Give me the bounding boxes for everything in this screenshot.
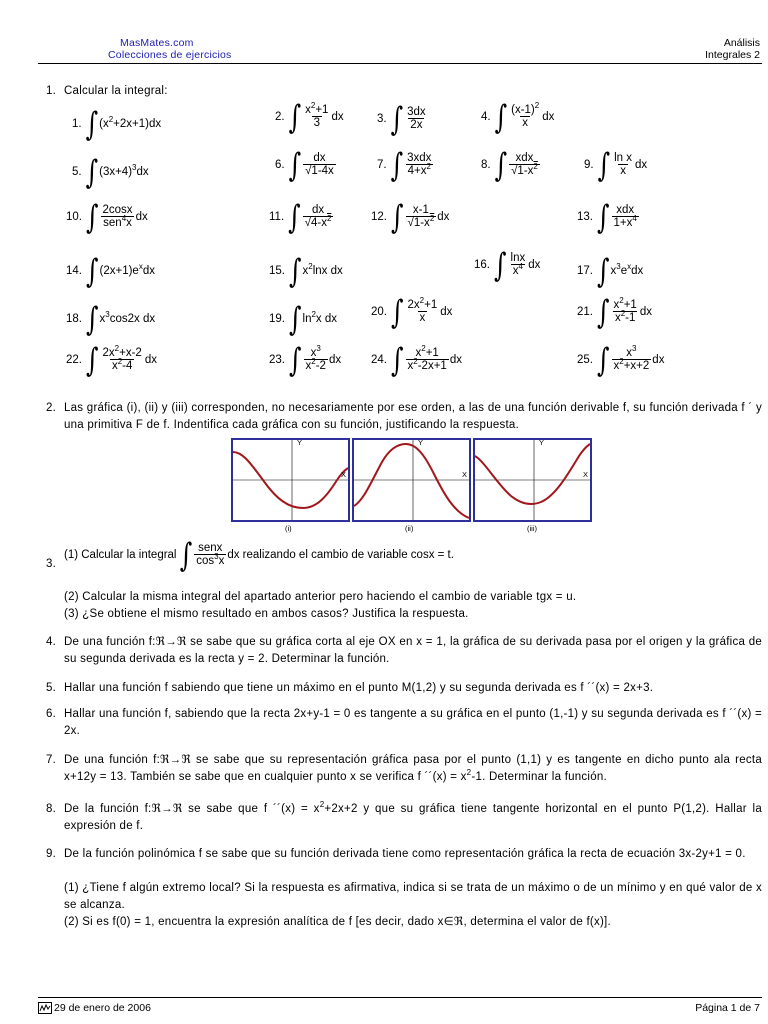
page-number: Página 1 de 7 [695, 1002, 760, 1014]
integral-item: 12. ∫ $\frac{x-1}{√1-x^2}$ dx [371, 197, 450, 236]
integral-item: 15. ∫ $x^2\ln x$ dx [269, 252, 343, 290]
site-subtitle: Colecciones de ejercicios [108, 49, 232, 61]
integral-item: 16. ∫ $\frac{\ln x}{x^4}$ dx [474, 245, 541, 284]
header-divider [38, 63, 762, 64]
graph-iii: Y X [473, 438, 592, 522]
question-number: 2. [46, 402, 57, 414]
integral-item: 1. ∫ $(x^2+2x+1)dx$ [72, 105, 162, 143]
question-subpart: (2) Calcular la misma integral del apartado anterior pero haciendo el cambio de variable tgx = u. [64, 591, 577, 603]
question-text: De la función polinómica f se sabe que su función derivada tiene como representación gráfica la recta de ecuación 3x-2y+1 = 0. [64, 848, 746, 860]
integral-item: 17. ∫ $x^3e^xdx$ [577, 252, 644, 290]
question-text: De una función f:ℜ→ℜ se sabe que su gráfica corta al eje OX en x = 1, la gráfica de su derivada pasa por el origen y la gráfica de su segunda derivada es la recta y = 2. Determinar la función. [64, 636, 762, 665]
question-number: 7. [46, 754, 57, 766]
question-text: De una función f:ℜ→ℜ se sabe que su representación gráfica pasa por el punto (1,1) y es tangente en dicho punto ala recta x+12y = 13. También se sabe que en cualquier punto x se verifica f ´´(x) = $x^2-1$. Determinar la función. [64, 754, 762, 783]
graph-label: (ii) [405, 524, 414, 533]
subject-label: Análisis [723, 37, 760, 49]
integral-item: 13. ∫ $\frac{\text{xdx}}{1+x^4}$ [577, 197, 637, 236]
question-number: 9. [46, 848, 57, 860]
integral-item: 24. ∫ $\frac{x^2+1}{x^2-2x+1}$ dx [371, 340, 462, 379]
question-text: Hallar una función f sabiendo que tiene un máximo en el punto M(1,2) y su segunda derivada es f ´´(x) = 2x+3. [64, 682, 654, 694]
question-text: Hallar una función f, sabiendo que la recta 2x+y-1 = 0 es tangente a su gráfica en el punto (1,-1) y su segunda derivada es f ´´(x) = 2x. [64, 708, 762, 737]
integral-item: 9. ∫ $\frac{\text{ln x}}{x}$ dx [584, 145, 648, 184]
graph-ii: Y X [352, 438, 471, 522]
footer-divider [38, 997, 762, 998]
footer-date: 29 de enero de 2006 [54, 1002, 151, 1014]
integral-item: 2. ∫ $\frac{x^2+1}{3}$ dx [275, 97, 344, 136]
question-subpart: (2) Si es f(0) = 1, encuentra la expresión analítica de f [es decir, dado x∈ℜ, determina el valor de f(x)]. [64, 916, 611, 928]
question-text: Calcular la integral: [64, 85, 168, 97]
graph-label: (i) [285, 524, 292, 533]
graph-i-plot [233, 440, 348, 520]
integral-item: 21. ∫ $\frac{x^2+1}{x^2-1}$ dx [577, 292, 652, 331]
integral-item: 3. ∫ $\frac{3dx}{2x}$ [377, 99, 426, 138]
integral-item: 10. ∫ $\frac{2\cos x}{sen^4x}$ dx [66, 197, 148, 236]
integral-item: 25. ∫ $\frac{x^3}{x^2+x+2}$ dx [577, 340, 665, 379]
question-subpart: (3) ¿Se obtiene el mismo resultado en ambos casos? Justifica la respuesta. [64, 608, 469, 620]
question-text: Las gráfica (i), (ii) y (iii) corresponden, no necesariamente por ese orden, a las de una función derivable f, su función derivada f ´ y una primitiva F de f. Indentifica cada gráfica con su función, justificando la respuesta. [64, 402, 762, 431]
integral-item: 23. ∫ $\frac{x^3}{x^2-2}$ dx [269, 340, 342, 379]
q3-line1: (1) Calcular la integral ∫ $\frac{\text{senx}}{\cos^3x}$ dx realizando el cambio de variable cosx = t. [64, 535, 454, 574]
question-number: 4. [46, 636, 57, 648]
question-number: 5. [46, 682, 57, 694]
integral-item: 19. ∫ $\ln^2x$ dx [269, 300, 338, 338]
question-number: 3. [46, 558, 57, 570]
graph-label: (iii) [527, 524, 537, 533]
topic-label: Integrales 2 [705, 49, 760, 61]
integral-item: 22. ∫ $\frac{2x^2+x-2}{x^2-4}$ dx [66, 340, 157, 379]
site-name[interactable]: MasMates.com [120, 37, 194, 49]
integral-item: 18. ∫ $x^3\cos 2x$ dx [66, 300, 156, 338]
integral-item: 7. ∫ $\frac{\text{3xdx}}{4+x^2}$ [377, 145, 432, 184]
question-number: 6. [46, 708, 57, 720]
graph-iii-plot [475, 440, 590, 520]
graph-i: Y X [231, 438, 350, 522]
integral-item: 14. ∫ $(2x+1)e^xdx$ [66, 252, 155, 290]
graph-ii-plot [354, 440, 469, 520]
question-number: 8. [46, 803, 57, 815]
question-text: De la función f:ℜ→ℜ se sabe que f ´´(x) = $x^2+2x+2$ y que su gráfica tiene tangente horizontal en el punto P(1,2). Hallar la expresión de f. [64, 800, 763, 832]
integral-item: 11. ∫ $\frac{dx}{√4-x^2}$ [269, 197, 332, 236]
logo-icon [38, 1002, 52, 1014]
integral-item: 4. ∫ $\frac{(x-1)^2}{x}$ dx [481, 97, 555, 136]
question-number: 1. [46, 85, 57, 97]
integral-item: 8. ∫ $\frac{\text{xdx}}{√1-x^2}$ [481, 145, 538, 184]
integral-item: 20. ∫ $\frac{2x^2+1}{x}$ dx [371, 292, 453, 331]
integral-item: 6. ∫ $\frac{dx}{√1-4x}$ [275, 145, 334, 184]
question-subpart: (1) ¿Tiene f algún extremo local? Si la respuesta es afirmativa, indica si se trata de un máximo o de un mínimo y en qué valor de x se alcanza. [64, 882, 762, 911]
integral-item: 5. ∫ $(3x+4)^3dx$ [72, 153, 149, 191]
